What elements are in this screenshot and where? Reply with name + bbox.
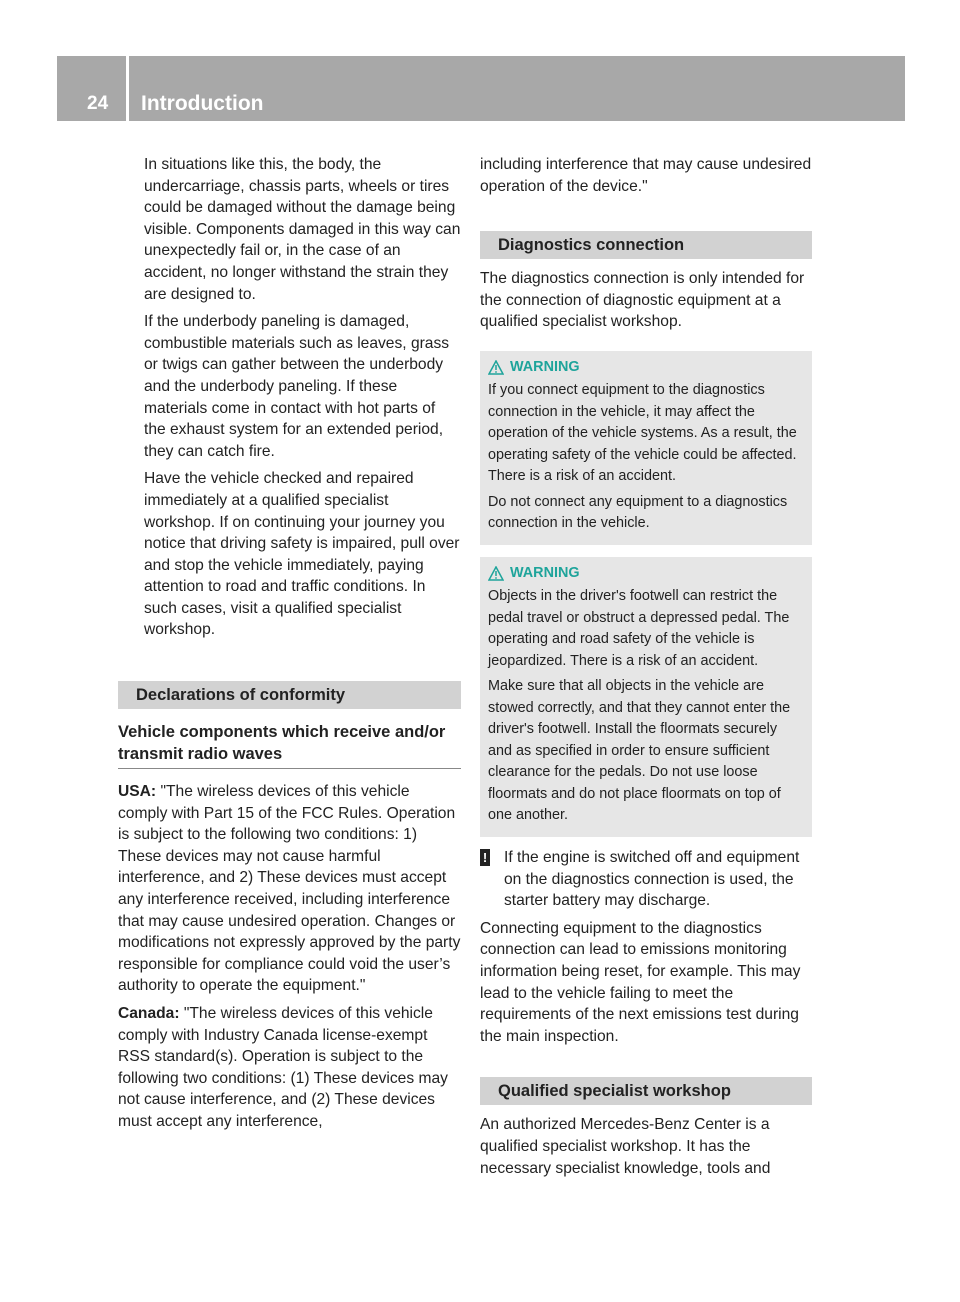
usa-label: USA:: [118, 783, 157, 801]
usa-paragraph: [118, 781, 461, 997]
warning-header: [488, 563, 804, 585]
canada-label: Canada:: [118, 1005, 180, 1022]
intro-block: [118, 154, 461, 641]
exclamation-icon: !: [480, 849, 490, 866]
notice-battery: [480, 847, 812, 918]
workshop-paragraph: An authorized Mercedes-Benz Center is a qualified specialist workshop. It has the necessary specialist knowledge, tools and: [480, 1116, 771, 1177]
canada-paragraph: [118, 1003, 461, 1133]
warning-text: Do not connect any equipment to a diagnostics connection in the vehicle.: [488, 493, 788, 532]
section-heading-diagnostics: Diagnostics connection: [480, 231, 812, 259]
continuation-paragraph: including interference that may cause undesired operation of the device.": [480, 156, 812, 195]
paragraph: If the underbody paneling is damaged, combustible materials such as leaves, grass or twigs can gather between the underbody and the underbody paneling. If these materials come in contact with hot parts of the exhaust system for an extended period, they can catch fire.: [144, 313, 450, 460]
header-divider: [126, 56, 129, 121]
paragraph: In situations like this, the body, the undercarriage, chassis parts, wheels or tires could be damaged without the damage being visible. Components damaged in this way can unexpectedly fail or, in the case of an accident, no longer withstand the strain they are designed to.: [144, 156, 461, 303]
section-heading-workshop: Qualified specialist workshop: [480, 1077, 812, 1105]
notice-text: If the engine is switched off and equipment on the diagnostics connection is used, the starter battery may discharge.: [504, 848, 800, 910]
paragraph: Have the vehicle checked and repaired immediately at a qualified specialist workshop. If on continuing your journey you notice that driving safety is impaired, pull over and stop the vehicle immediately, paying attention to road and traffic conditions. In such cases, visit a qualified specialist workshop.: [144, 470, 460, 639]
section-heading-declarations: Declarations of conformity: [118, 681, 461, 709]
warning-text: Objects in the driver's footwell can restrict the pedal travel or obstruct a depressed pedal. The operating and road safety of the vehicle is jeopardized. There is a risk of an accident.: [488, 588, 790, 669]
left-column: [118, 154, 461, 1139]
warning-text: If you connect equipment to the diagnostics connection in the vehicle, it may affect the operation of the vehicle systems. As a result, the operating safety of the vehicle could be affected. There is a risk of an accident.: [488, 382, 797, 485]
usa-text: "The wireless devices of this vehicle comply with Part 15 of the FCC Rules. Operation is subject to the following two conditions: 1) These devices may not cause harmful interference, and 2) These devices must accept any interference received, including interference that may cause undesired operation. Changes or modifications not expressly approved by the party responsible for compliance could void the user’s authority to operate the equipment.": [118, 783, 461, 995]
warning-box-footwell: [480, 557, 812, 837]
warning-box-diagnostics: [480, 351, 812, 545]
warning-label: WARNING: [510, 358, 580, 375]
subheading-radio-components: Vehicle components which receive and/or transmit radio waves: [118, 721, 461, 769]
diagnostics-paragraph: The diagnostics connection is only intended for the connection of diagnostic equipment at a qualified specialist workshop.: [480, 270, 805, 331]
warning-text: Make sure that all objects in the vehicle are stowed correctly, and that they cannot enter the driver's footwell. Install the floormats securely and as specified in order to ensure sufficient clearance for the pedals. Do not use loose floormats and do not place floormats on top of one another.: [488, 678, 791, 824]
warning-triangle-icon: [488, 566, 504, 581]
page-header: [57, 56, 905, 121]
warning-header: [488, 357, 804, 379]
warning-triangle-icon: [488, 360, 504, 375]
warning-label: WARNING: [510, 564, 580, 581]
canada-text: "The wireless devices of this vehicle comply with Industry Canada license-exempt RSS standard(s). Operation is subject to the following two conditions: (1) These devices may not cause interference, and (2) These devices must accept any interference,: [118, 1005, 448, 1130]
right-column: [480, 154, 812, 1185]
page-number: 24: [87, 93, 109, 114]
emissions-paragraph: Connecting equipment to the diagnostics connection can lead to emissions monitoring information being reset, for example. This may lead to the vehicle failing to meet the requirements of the next emissions test during the main inspection.: [480, 919, 801, 1045]
chapter-title: Introduction: [141, 92, 264, 115]
page-number-box: [57, 56, 125, 121]
